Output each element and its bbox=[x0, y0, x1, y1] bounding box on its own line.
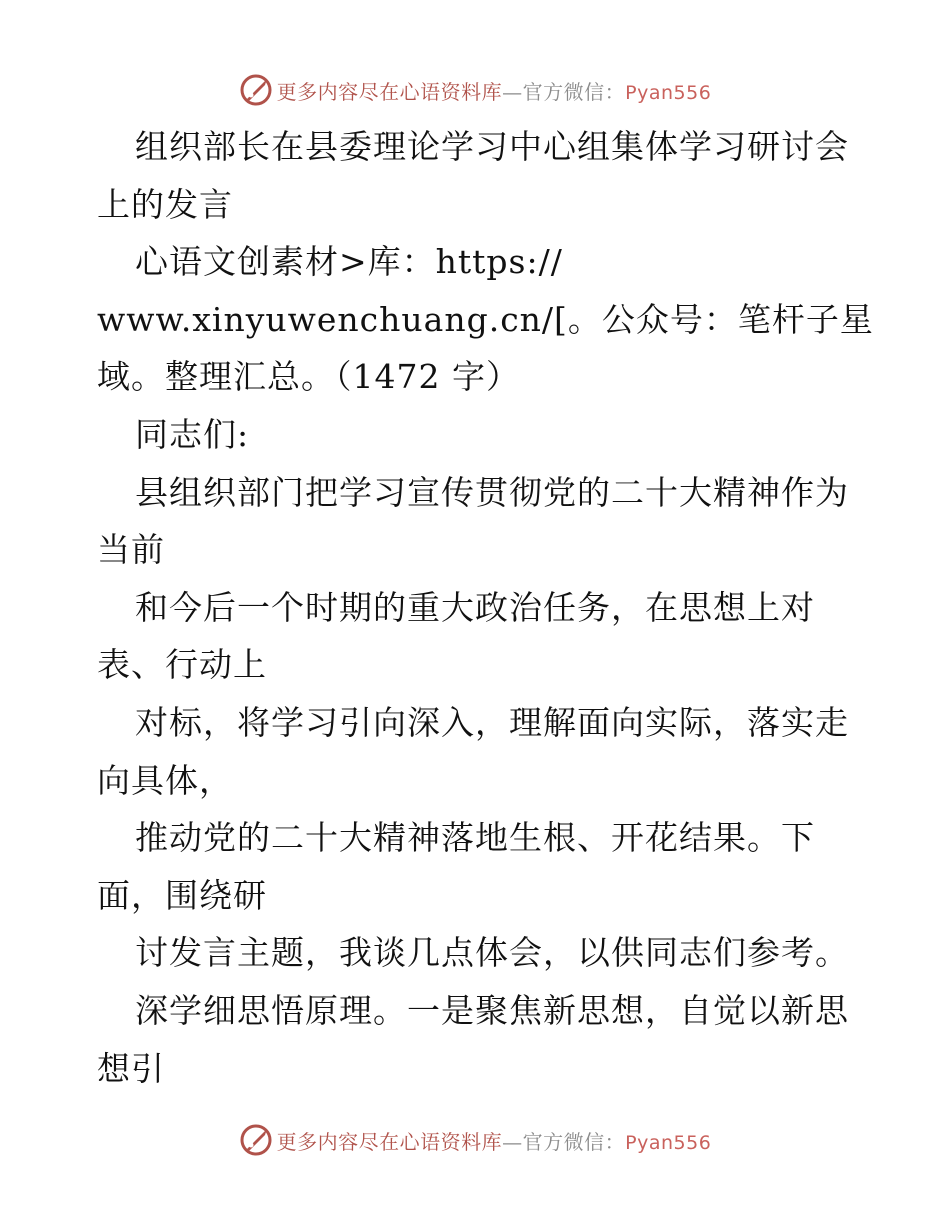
text-line: 讨发言主题，我谈几点体会，以供同志们参考。 bbox=[135, 933, 849, 973]
text-line: 面，围绕研 bbox=[97, 875, 267, 915]
text-line: 县组织部门把学习宣传贯彻党的二十大精神作为 bbox=[135, 472, 849, 512]
watermark-wechat-label: 官方微信： bbox=[522, 79, 626, 104]
text-line: 域。整理汇总。（1472 字） bbox=[97, 357, 520, 397]
header-watermark bbox=[0, 70, 950, 110]
watermark-text bbox=[277, 76, 712, 105]
text-line: 对标，将学习引向深入，理解面向实际，落实走 bbox=[135, 702, 849, 742]
footer-watermark bbox=[0, 1120, 950, 1160]
text-line: 同志们: bbox=[135, 414, 250, 454]
pen-logo-icon bbox=[239, 1123, 273, 1157]
text-line: 当前 bbox=[97, 530, 165, 570]
text-line: 想引 bbox=[97, 1048, 165, 1088]
watermark-dash: — bbox=[502, 1129, 523, 1154]
text-line: 表、行动上 bbox=[97, 645, 267, 685]
text-line: 上的发言 bbox=[97, 184, 233, 224]
watermark-main: 更多内容尽在心语资料库 bbox=[276, 79, 503, 104]
text-line: 组织部长在县委理论学习中心组集体学习研讨会 bbox=[135, 127, 849, 166]
watermark-text bbox=[277, 1126, 712, 1155]
document-body bbox=[97, 118, 874, 1097]
text-line: 向具体， bbox=[97, 760, 233, 800]
text-line: 心语文创素材>库：https:// bbox=[135, 242, 563, 282]
text-line: 和今后一个时期的重大政治任务，在思想上对 bbox=[135, 587, 815, 627]
pen-logo-icon bbox=[239, 73, 273, 107]
text-line: 深学细思悟原理。一是聚焦新思想，自觉以新思 bbox=[135, 990, 849, 1030]
watermark-wechat-id: Pyan556 bbox=[625, 81, 712, 104]
watermark-wechat-label: 官方微信： bbox=[522, 1129, 626, 1154]
text-line: www.xinyuwenchuang.cn/[。公众号：笔杆子星 bbox=[97, 299, 874, 339]
watermark-wechat-id: Pyan556 bbox=[625, 1131, 712, 1154]
watermark-main: 更多内容尽在心语资料库 bbox=[276, 1129, 503, 1154]
text-line: 推动党的二十大精神落地生根、开花结果。下 bbox=[135, 818, 815, 858]
watermark-dash: — bbox=[502, 79, 523, 104]
